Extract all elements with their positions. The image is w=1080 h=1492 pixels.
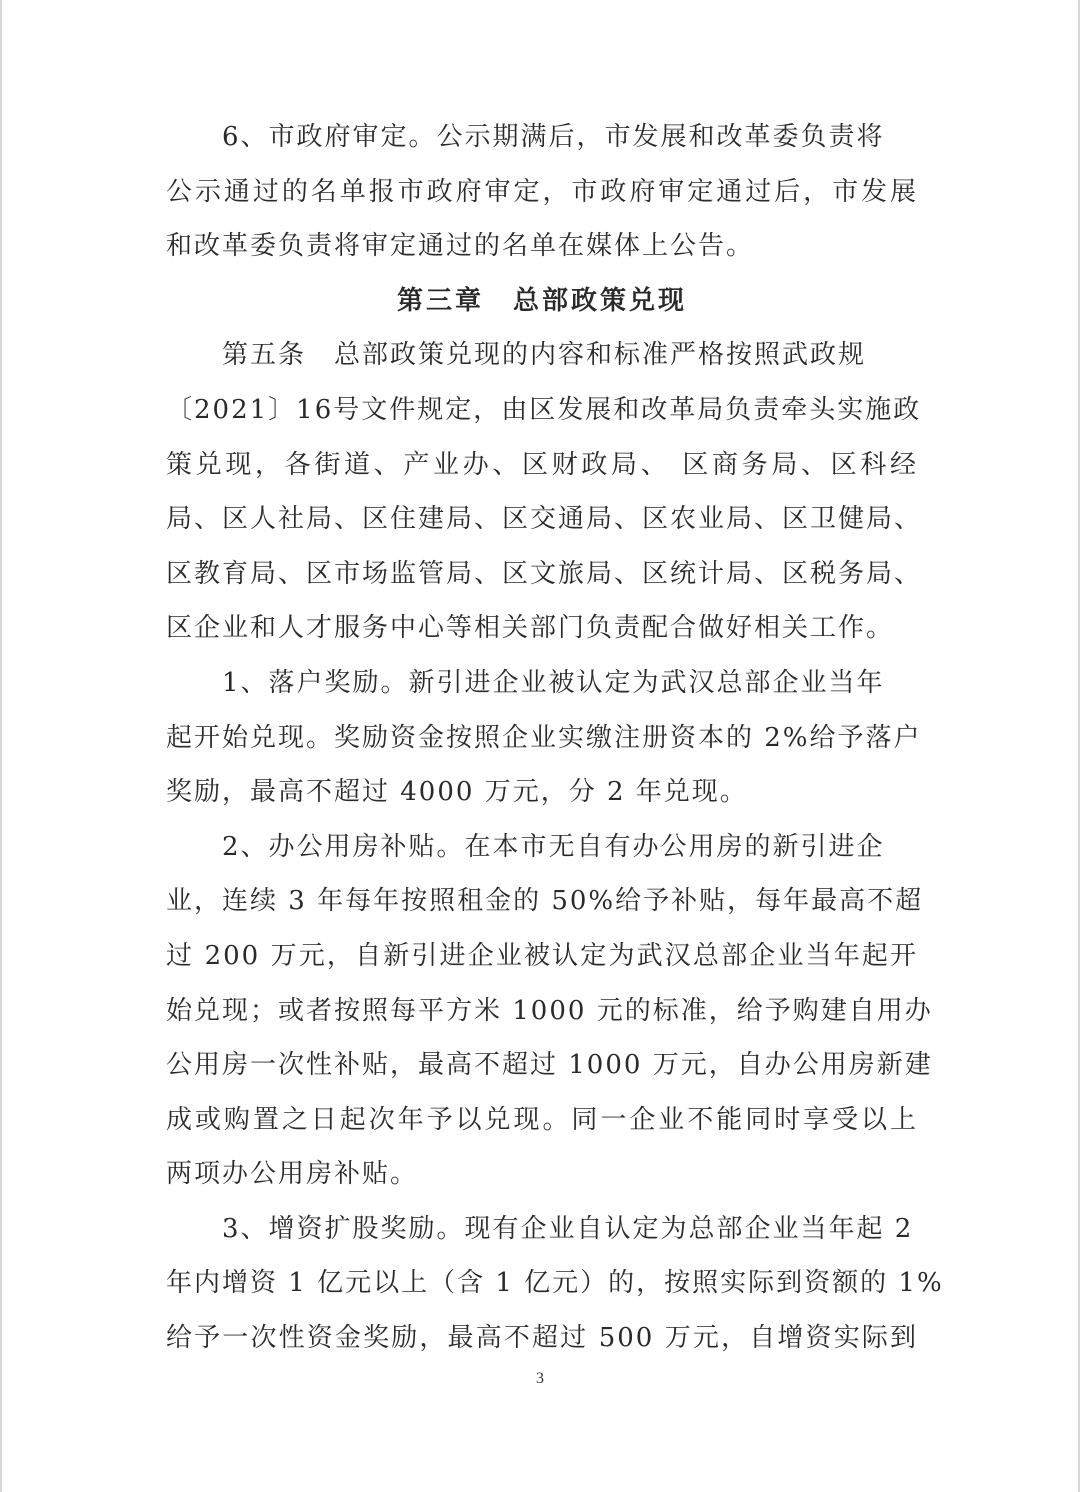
paragraph-line: 始兑现；或者按照每平方米 1000 元的标准，给予购建自用办	[166, 995, 933, 1026]
paragraph-line: 公示通过的名单报市政府审定，市政府审定通过后，市发展	[166, 176, 918, 207]
paragraph-line: 第五条 总部政策兑现的内容和标准严格按照武政规	[222, 340, 867, 371]
paragraph-line: 和改革委负责将审定通过的名单在媒体上公告。	[166, 231, 755, 262]
paragraph-line: 3、增资扩股奖励。现有企业自认定为总部企业当年起 2	[222, 1213, 914, 1244]
paragraph-line: 公用房一次性补贴，最高不超过 1000 万元，自办公用房新建	[166, 1050, 933, 1081]
paragraph-line: 过 200 万元，自新引进企业被认定为武汉总部企业当年起开	[166, 940, 918, 971]
page-number: 3	[536, 1370, 544, 1387]
paragraph-line: 两项办公用房补贴。	[166, 1159, 419, 1190]
paragraph-line: 〔2021〕16号文件规定，由区发展和改革局负责牵头实施政	[166, 394, 922, 425]
paragraph-line: 策兑现，各街道、产业办、区财政局、 区商务局、区科经	[166, 449, 918, 480]
page-left-edge	[0, 0, 2, 1492]
paragraph-line: 2、办公用房补贴。在本市无自有办公用房的新引进企	[222, 831, 885, 862]
paragraph-line: 区教育局、区市场监管局、区文旅局、区统计局、区税务局、	[166, 558, 923, 589]
paragraph-line: 局、区人社局、区住建局、区交通局、区农业局、区卫健局、	[166, 504, 923, 535]
paragraph-line: 给予一次性资金奖励，最高不超过 500 万元，自增资实际到	[166, 1323, 918, 1354]
paragraph-line: 6、市政府审定。公示期满后，市发展和改革委负责将	[222, 122, 885, 152]
paragraph-line: 奖励，最高不超过 4000 万元，分 2 年兑现。	[166, 777, 748, 808]
chapter-heading: 第三章 总部政策兑现	[396, 285, 687, 316]
document-body	[166, 110, 944, 1366]
paragraph-line: 1、落户奖励。新引进企业被认定为武汉总部企业当年	[222, 667, 885, 698]
paragraph-line: 起开始兑现。奖励资金按照企业实缴注册资本的 2%给予落户	[166, 722, 922, 753]
paragraph-line: 业，连续 3 年每年按照租金的 50%给予补贴，每年最高不超	[166, 886, 924, 917]
paragraph-line: 区企业和人才服务中心等相关部门负责配合做好相关工作。	[166, 613, 895, 644]
paragraph-line: 年内增资 1 亿元以上（含 1 亿元）的，按照实际到资额的 1%	[166, 1268, 944, 1299]
paragraph-line: 成或购置之日起次年予以兑现。同一企业不能同时享受以上	[166, 1104, 918, 1135]
